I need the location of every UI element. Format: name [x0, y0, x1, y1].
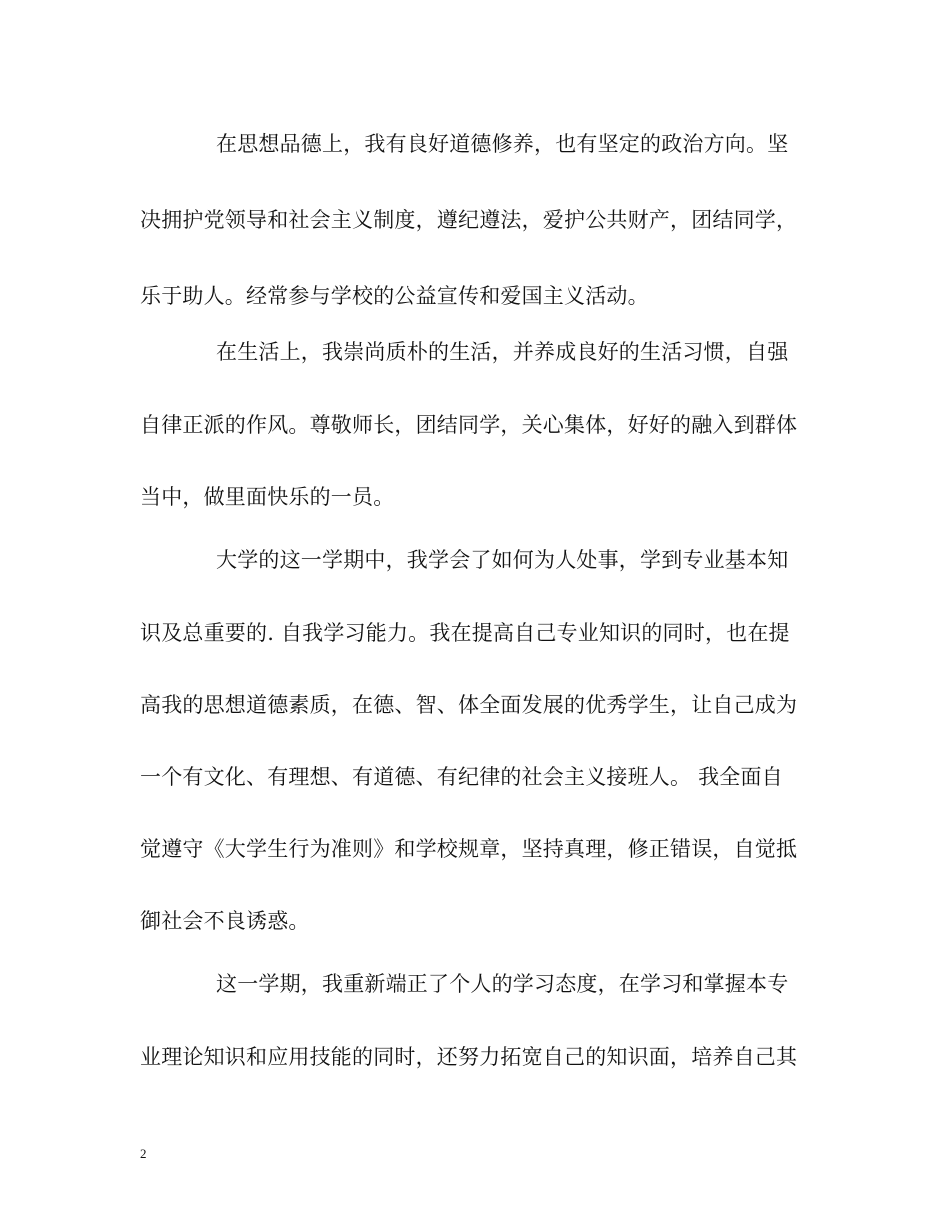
text-line: 业理论知识和应用技能的同时，还努力拓宽自己的知识面，培养自己其 [140, 1045, 798, 1069]
text-line: 决拥护党领导和社会主义制度，遵纪遵法，爱护公共财产，团结同学， [140, 208, 798, 232]
text-line: 一个有文化、有理想、有道德、有纪律的社会主义接班人。 我全面自 [140, 765, 783, 789]
text-line: 高我的思想道德素质，在德、智、体全面发展的优秀学生，让自己成为 [140, 693, 798, 717]
text-line: 在生活上，我崇尚质朴的生活，并养成良好的生活习惯，自强 [216, 340, 789, 364]
text-line: 识及总重要的. 自我学习能力。我在提高自己专业知识的同时，也在提 [140, 621, 790, 645]
text-line: 御社会不良诱惑。 [140, 909, 310, 933]
text-line: 这一学期，我重新端正了个人的学习态度，在学习和掌握本专 [216, 972, 789, 996]
page-number: 2 [140, 1146, 147, 1161]
text-line: 自律正派的作风。尊敬师长，团结同学，关心集体，好好的融入到群体 [140, 413, 798, 437]
text-line: 乐于助人。经常参与学校的公益宣传和爱国主义活动。 [140, 284, 649, 308]
text-line: 在思想品德上，我有良好道德修养，也有坚定的政治方向。坚 [216, 132, 789, 156]
text-line: 觉遵守《大学生行为准则》和学校规章，坚持真理，修正错误，自觉抵 [140, 837, 798, 861]
text-line: 当中，做里面快乐的一员。 [140, 485, 395, 509]
text-line: 大学的这一学期中，我学会了如何为人处事，学到专业基本知 [216, 548, 789, 572]
